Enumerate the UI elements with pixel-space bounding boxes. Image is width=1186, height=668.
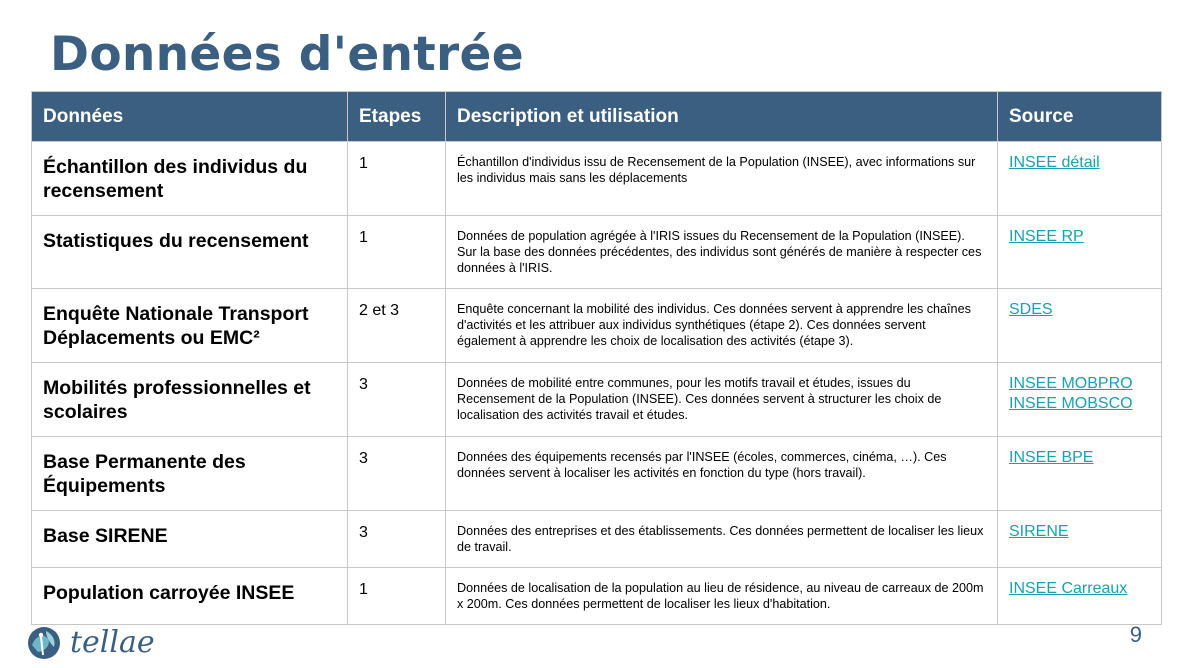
page-number: 9 xyxy=(1129,622,1142,647)
step-cell: 1 xyxy=(348,568,446,625)
page-title: Données d'entrée xyxy=(50,27,524,82)
step-cell: 3 xyxy=(348,437,446,511)
header-description: Description et utilisation xyxy=(446,92,998,142)
table-row xyxy=(32,289,1162,363)
source-cell xyxy=(998,289,1162,363)
source-link[interactable]: SIRENE xyxy=(1009,523,1069,540)
step-cell: 2 et 3 xyxy=(348,289,446,363)
description-cell: Données des entreprises et des établissements. Ces données permettent de localiser les lieux de travail. xyxy=(446,511,998,568)
source-link[interactable]: INSEE BPE xyxy=(1009,449,1094,466)
source-link[interactable]: SDES xyxy=(1009,301,1053,318)
tellae-logo xyxy=(26,625,155,661)
tellae-wordmark: tellae xyxy=(70,625,155,660)
table-row xyxy=(32,142,1162,216)
table-row xyxy=(32,437,1162,511)
input-data-table xyxy=(31,91,1162,625)
source-cell xyxy=(998,363,1162,437)
description-cell: Données de mobilité entre communes, pour les motifs travail et études, issues du Recensement de la Population (INSEE). Ces données servent à structurer les choix de localisation des activités travail et études. xyxy=(446,363,998,437)
source-link[interactable]: INSEE Carreaux xyxy=(1009,580,1128,597)
header-etapes: Etapes xyxy=(348,92,446,142)
data-name-cell: Statistiques du recensement xyxy=(32,216,348,289)
source-link[interactable]: INSEE détail xyxy=(1009,154,1100,171)
source-cell xyxy=(998,142,1162,216)
source-link[interactable]: INSEE MOBSCO xyxy=(1009,395,1133,412)
table-header-row xyxy=(32,92,1162,142)
description-cell: Enquête concernant la mobilité des individus. Ces données servent à apprendre les chaînes d'activités et les attribuer aux individus synthétiques (étape 2). Ces données servent également à apprendre les choix de localisation des activités (étape 3). xyxy=(446,289,998,363)
table-row xyxy=(32,216,1162,289)
source-cell xyxy=(998,216,1162,289)
source-cell xyxy=(998,511,1162,568)
data-name-cell: Mobilités professionnelles et scolaires xyxy=(32,363,348,437)
header-donnees: Données xyxy=(32,92,348,142)
description-cell: Échantillon d'individus issu de Recensement de la Population (INSEE), avec informations sur les individus mais sans les déplacements xyxy=(446,142,998,216)
step-cell: 1 xyxy=(348,216,446,289)
table-row xyxy=(32,511,1162,568)
source-cell xyxy=(998,437,1162,511)
source-link[interactable]: INSEE MOBPRO xyxy=(1009,375,1133,392)
data-name-cell: Base SIRENE xyxy=(32,511,348,568)
description-cell: Données de population agrégée à l'IRIS issues du Recensement de la Population (INSEE). Sur la base des données précédentes, des individus sont générés de manière à respecter ces données à l'IRIS. xyxy=(446,216,998,289)
step-cell: 3 xyxy=(348,511,446,568)
description-cell: Données des équipements recensés par l'INSEE (écoles, commerces, cinéma, …). Ces données servent à localiser les activités en fonction du type (hors travail). xyxy=(446,437,998,511)
data-name-cell: Enquête Nationale Transport Déplacements ou EMC² xyxy=(32,289,348,363)
step-cell: 1 xyxy=(348,142,446,216)
source-cell xyxy=(998,568,1162,625)
data-name-cell: Population carroyée INSEE xyxy=(32,568,348,625)
data-name-cell: Échantillon des individus du recensement xyxy=(32,142,348,216)
header-source: Source xyxy=(998,92,1162,142)
tellae-logo-icon xyxy=(26,625,62,661)
data-name-cell: Base Permanente des Équipements xyxy=(32,437,348,511)
step-cell: 3 xyxy=(348,363,446,437)
source-link[interactable]: INSEE RP xyxy=(1009,228,1084,245)
description-cell: Données de localisation de la population au lieu de résidence, au niveau de carreaux de 200m x 200m. Ces données permettent de localiser les lieux d'habitation. xyxy=(446,568,998,625)
table-row xyxy=(32,568,1162,625)
table-row xyxy=(32,363,1162,437)
